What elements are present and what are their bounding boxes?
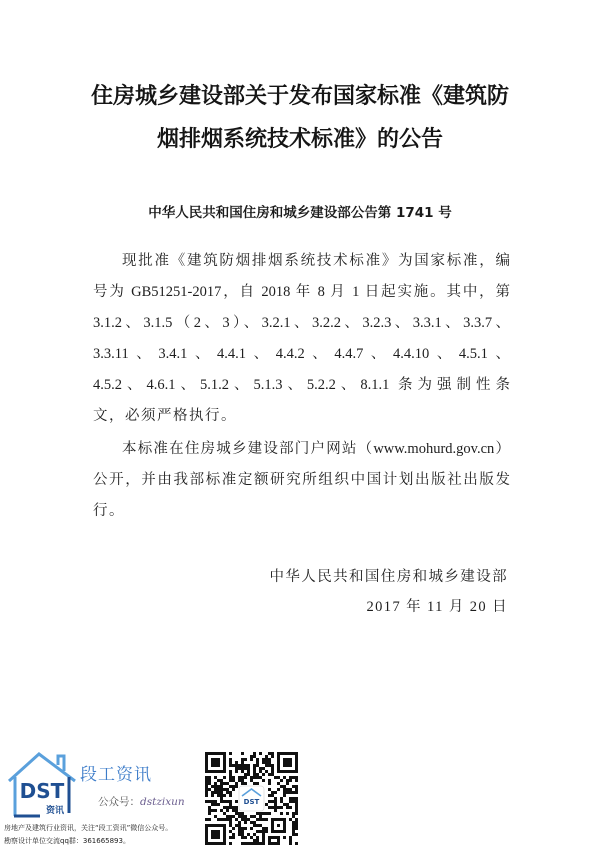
- announcement-number: 中华人民共和国住房和城乡建设部公告第 1741 号: [148, 205, 452, 221]
- account-id: dstzixun: [140, 796, 185, 808]
- official-account: [98, 795, 185, 809]
- qr-finder-top-right: [277, 752, 298, 773]
- qr-finder-bottom-left: [205, 824, 226, 845]
- text-line: 4.5.2、4.6.1、5.1.2、5.1.3、5.2.2、8.1.1 条为强制性条: [93, 377, 510, 393]
- paragraph: [93, 246, 510, 432]
- text-line: 现批准《建筑防烟排烟系统技术标准》为国家标准，编: [122, 253, 510, 269]
- announcement-body: [93, 246, 510, 527]
- text-line: 号为 GB51251-2017，自 2018 年 8 月 1 日起实施。其中，第: [93, 284, 510, 300]
- text-line: 3.1.2、3.1.5（2、3）、3.2.1、3.2.2、3.2.3、3.3.1、3.3.7、: [93, 315, 510, 331]
- announcement-title: [0, 75, 600, 161]
- paragraph: [93, 434, 510, 527]
- title-line: 住房城乡建设部关于发布国家标准《建筑防: [90, 83, 509, 109]
- footer-note: 房地产及建筑行业资讯，关注“段工资讯”微信公众号。: [4, 824, 173, 832]
- text-line: 公开，并由我部标准定额研究所组织中国计划出版社出版发: [93, 472, 510, 488]
- logo-mark: DST: [19, 779, 65, 803]
- text-line: 本标准在住房城乡建设部门户网站（www.mohurd.gov.cn）: [122, 441, 510, 457]
- house-logo-icon: [6, 750, 78, 822]
- footer-notes: [4, 822, 172, 848]
- text-line: 行。: [93, 503, 125, 519]
- qr-alignment-pattern: [271, 818, 286, 833]
- text-line: 3.3.11、3.4.1、4.4.1、4.4.2、4.4.7、4.4.10、4.5.1、: [93, 346, 510, 362]
- issuer-signature: 中华人民共和国住房和城乡建设部: [269, 569, 508, 585]
- qr-center-mark: DST: [243, 798, 260, 806]
- text-line: 文，必须严格执行。: [93, 408, 237, 424]
- logo-sub: 资讯: [45, 806, 65, 816]
- brand-name: 段工资讯: [80, 765, 152, 785]
- qr-center-logo: [239, 786, 264, 811]
- qr-code-icon: [205, 752, 298, 845]
- issue-date: 2017 年 11 月 20 日: [366, 599, 508, 615]
- qr-finder-top-left: [205, 752, 226, 773]
- title-line: 烟排烟系统技术标准》的公告: [156, 126, 443, 152]
- account-label: 公众号：: [98, 796, 140, 808]
- footer-note: 勘察设计单位交流qq群：361665893。: [4, 837, 130, 845]
